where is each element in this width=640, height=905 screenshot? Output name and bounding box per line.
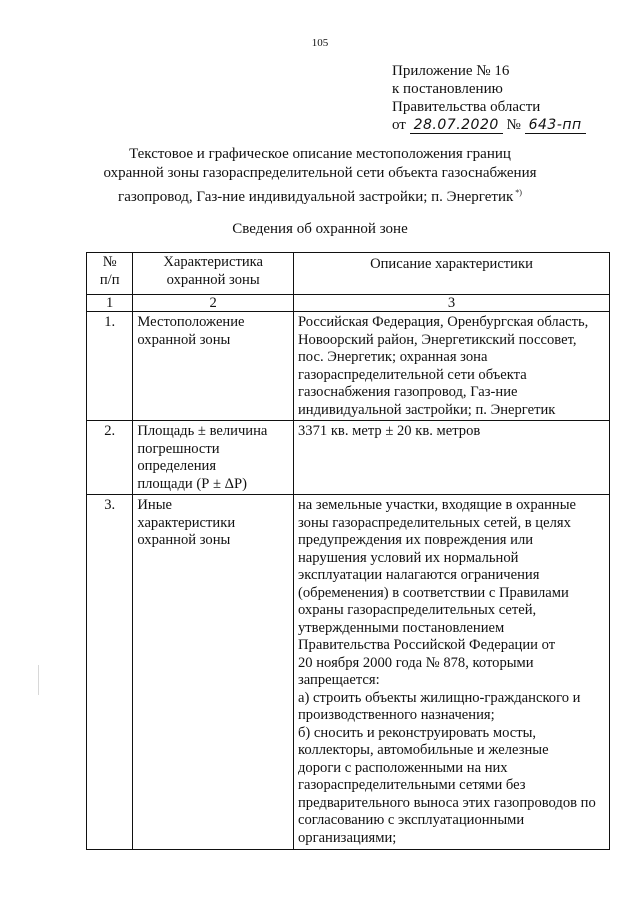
document-title <box>100 145 540 207</box>
title-line-3: газопровод, Газ-ние индивидуальной застройки; п. Энергетик *) <box>118 188 522 205</box>
description-line: охраны газораспределительных сетей, <box>298 602 537 618</box>
characteristic-name <box>133 495 294 850</box>
header-number: № п/п <box>87 253 133 295</box>
description-line: утвержденными постановлением <box>298 619 505 636</box>
zone-info-table <box>86 252 610 850</box>
characteristic-name-line: погрешности <box>137 440 220 457</box>
appendix-date-line <box>392 116 586 134</box>
description-line: предварительного выноса этих газопроводов по <box>298 794 596 811</box>
table-row <box>87 495 610 850</box>
description-line: предупреждения их повреждения или <box>298 532 534 548</box>
description-line: коллекторы, автомобильные и железные <box>298 742 549 758</box>
handwritten-date: 28.07.2020 <box>410 118 503 134</box>
characteristic-name-line: характеристики <box>137 514 236 531</box>
characteristic-name <box>133 312 294 421</box>
title-line-2: охранной зоны газораспределительной сети объекта газоснабжения <box>103 165 537 181</box>
description-line: газораспределительными сетями без <box>298 777 526 793</box>
date-prefix: от <box>392 117 406 133</box>
page-number: 105 <box>311 37 329 49</box>
description-line: организациями; <box>298 829 397 846</box>
description-line: эксплуатации налагаются ограничения <box>298 567 540 583</box>
description-line: 3371 кв. метр ± 20 кв. метров <box>298 423 481 439</box>
characteristic-name <box>133 421 294 495</box>
description-line: б) сносить и реконструировать мосты, <box>298 724 537 741</box>
appendix-block <box>392 62 586 134</box>
footnote-mark: *) <box>515 188 522 197</box>
column-number: 2 <box>133 295 294 312</box>
description-line: запрещается: <box>298 672 380 688</box>
number-prefix: № <box>506 117 521 133</box>
description-line: пос. Энергетик; охранная зона <box>298 349 488 365</box>
characteristic-name-line: охранной зоны <box>137 331 231 348</box>
description-line: Правительства Российской Федерации от <box>298 637 556 653</box>
description-line: Новоорский район, Энергетикский поссовет, <box>298 331 577 348</box>
row-number: 1. <box>87 312 133 421</box>
characteristic-name-line: Иные <box>137 497 172 513</box>
row-number: 3. <box>87 495 133 850</box>
description-line: производственного назначения; <box>298 707 495 723</box>
header-characteristic: Характеристика охранной зоны <box>133 253 294 295</box>
characteristic-name-line: Местоположение <box>137 314 245 330</box>
description-line: согласованию с эксплуатационными <box>298 812 525 828</box>
section-title: Сведения об охранной зоне <box>232 221 408 237</box>
description-line: газораспределительной сети объекта <box>298 366 527 383</box>
description-line: нарушения условий их нормальной <box>298 549 519 566</box>
table-header-row <box>87 253 610 295</box>
characteristic-name-line: площади (Р ± ΔР) <box>137 475 247 492</box>
column-number: 3 <box>294 295 610 312</box>
description-line: а) строить объекты жилищно-гражданского и <box>298 689 581 706</box>
column-number: 1 <box>87 295 133 312</box>
characteristic-name-line: определения <box>137 458 217 474</box>
characteristic-name-line: Площадь ± величина <box>137 423 268 439</box>
table-row <box>87 312 610 421</box>
margin-scan-mark <box>38 665 39 695</box>
description-line: индивидуальной застройки; п. Энергетик <box>298 401 556 418</box>
description-line: зоны газораспределительных сетей, в целях <box>298 514 571 531</box>
column-numbers-row <box>87 295 610 312</box>
characteristic-description <box>294 421 610 495</box>
description-line: (обременения) в соответствии с Правилами <box>298 584 569 601</box>
handwritten-number: 643-пп <box>525 118 586 134</box>
characteristic-description <box>294 312 610 421</box>
title-line-1: Текстовое и графическое описание местоположения границ <box>129 146 511 162</box>
characteristic-description <box>294 495 610 850</box>
description-line: Российская Федерация, Оренбургская область, <box>298 314 589 330</box>
row-number: 2. <box>87 421 133 495</box>
appendix-line-2: к постановлению <box>392 81 503 97</box>
header-description: Описание характеристики <box>294 253 610 295</box>
appendix-line-3: Правительства области <box>392 99 541 115</box>
characteristic-name-line: охранной зоны <box>137 532 231 548</box>
description-line: 20 ноября 2000 года № 878, которыми <box>298 654 534 671</box>
description-line: дороги с расположенными на них <box>298 759 508 776</box>
appendix-line-1: Приложение № 16 <box>392 63 510 79</box>
description-line: на земельные участки, входящие в охранные <box>298 497 577 513</box>
description-line: газоснабжения газопровод, Газ-ние <box>298 384 518 400</box>
table-row <box>87 421 610 495</box>
